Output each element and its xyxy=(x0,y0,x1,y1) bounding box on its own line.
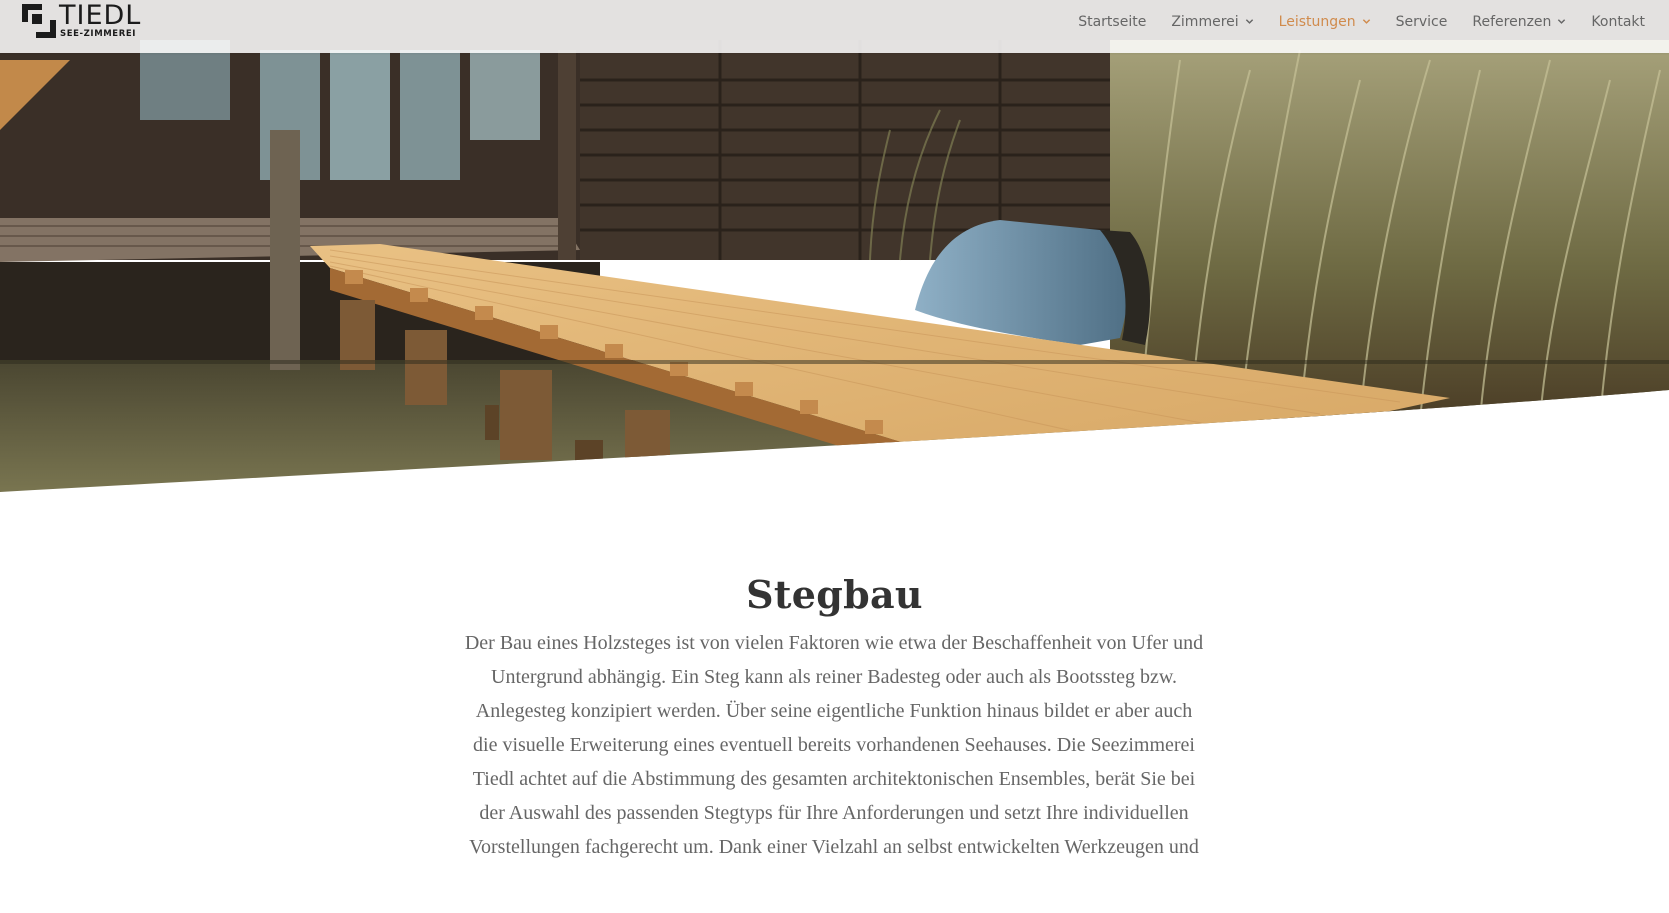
site-header xyxy=(0,0,1669,53)
nav-label: Startseite xyxy=(1078,13,1147,30)
nav-item-startseite[interactable] xyxy=(1078,14,1146,30)
nav-label: Kontakt xyxy=(1591,13,1645,30)
page-title: Stegbau xyxy=(746,572,923,617)
body-text-line: Der Bau eines Holzsteges ist von vielen Faktoren wie etwa der Beschaffenheit von Ufer und xyxy=(464,632,1204,654)
body-text-line: Anlegesteg konzipiert werden. Über seine eigentliche Funktion hinaus bildet er aber auch xyxy=(475,700,1193,722)
body-text-line: die visuelle Erweiterung eines eventuell bereits vorhandenen Seehauses. Die Seezimmerei xyxy=(473,734,1195,756)
nav-item-zimmerei[interactable] xyxy=(1171,14,1253,30)
chevron-down-icon xyxy=(1245,17,1254,26)
main-navigation xyxy=(1053,0,1645,43)
logo-name: TIEDL xyxy=(59,0,142,31)
chevron-down-icon xyxy=(1362,17,1371,26)
body-text-line: der Auswahl des passenden Stegtyps für Ihre Anforderungen und setzt Ihre individuellen xyxy=(479,802,1189,824)
nav-item-kontakt[interactable] xyxy=(1591,14,1645,30)
nav-label: Leistungen xyxy=(1278,13,1356,30)
main-content xyxy=(0,492,1669,913)
logo-mark-icon xyxy=(22,4,56,38)
nav-label: Service xyxy=(1395,13,1448,30)
body-text-line: Untergrund abhängig. Ein Steg kann als reiner Badesteg oder auch als Bootssteg bzw. xyxy=(491,666,1177,688)
nav-item-referenzen[interactable] xyxy=(1472,14,1566,30)
logo-subtitle: SEE-ZIMMEREI xyxy=(60,29,137,39)
body-text-line: Vorstellungen fachgerecht um. Dank einer Vielzahl an selbst entwickelten Werkzeugen und xyxy=(469,836,1199,858)
nav-label: Zimmerei xyxy=(1171,13,1239,30)
site-logo[interactable] xyxy=(22,0,162,40)
body-text-line: Tiedl achtet auf die Abstimmung des gesamten architektonischen Ensembles, berät Sie bei xyxy=(472,768,1196,790)
chevron-down-icon xyxy=(1557,17,1566,26)
nav-label: Referenzen xyxy=(1472,13,1552,30)
nav-item-leistungen[interactable] xyxy=(1279,14,1371,30)
nav-item-service[interactable] xyxy=(1396,14,1448,30)
